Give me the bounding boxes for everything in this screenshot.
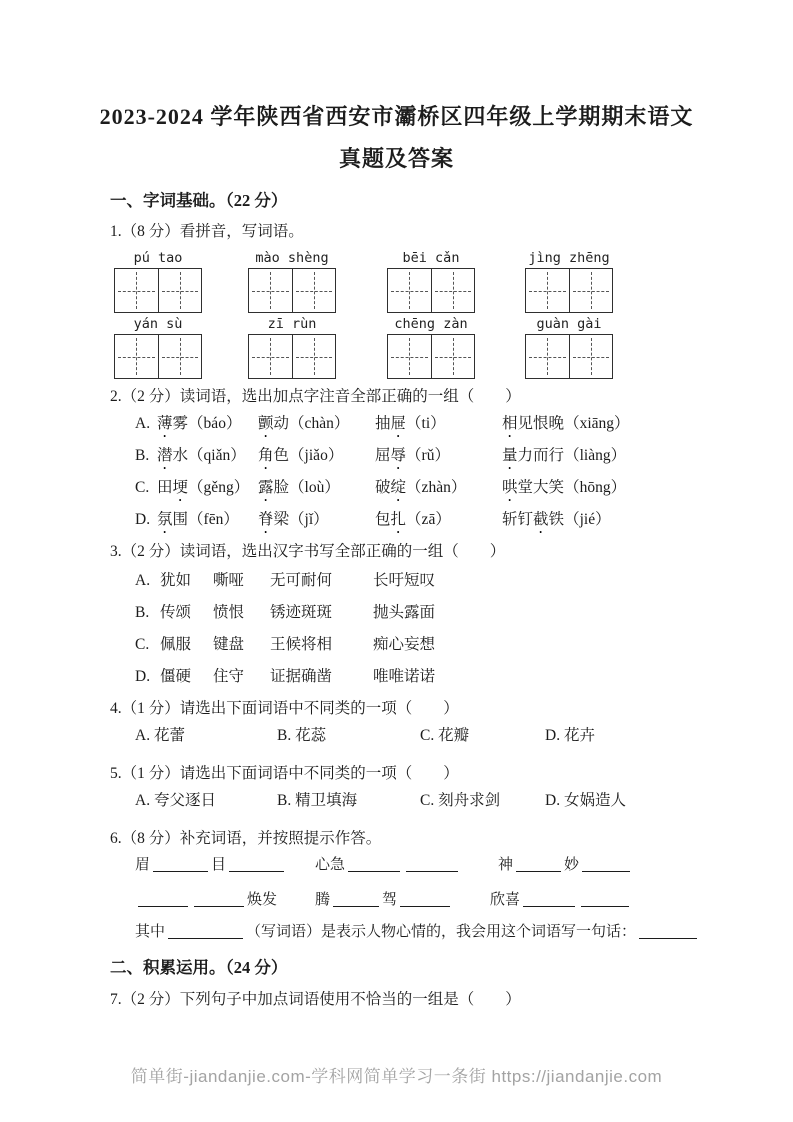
option-row-B [110,599,710,631]
writing-grid-cell [249,335,292,378]
option-label: B. [135,604,150,621]
writing-grid-cell [292,335,336,378]
pinyin-writing-box [248,250,336,313]
answer-blank [639,926,697,939]
option-label: B. [135,447,150,464]
writing-grid-cell [569,269,613,312]
option-word: 僵硬 [160,668,192,685]
answer-blank [138,894,188,907]
pinyin-writing-box [248,316,336,379]
title-line-1: 2023-2024 学年陕西省西安市灞桥区四年级上学期期末语文 [99,104,694,129]
answer-blank [194,894,244,907]
option-item-C [420,790,500,812]
pinyin-writing-box [114,250,202,313]
option-word: 佩服 [160,636,192,653]
q2-stem: 2.（2 分）读词语，选出加点字注音全部正确的一组（ ） [110,388,521,405]
option-word: 住守 [213,668,245,685]
emphasized-char: 绽 [390,479,407,496]
option-label: A. [135,572,151,589]
pinyin-label: pú tao [133,250,183,266]
writing-grid-cell [431,269,475,312]
watermark-footer: 简单街-jiandanjie.com-学科网简单学习一条街 https://jiandanjie.com [130,1067,663,1086]
answer-blank [581,894,629,907]
writing-grid-cell [526,269,569,312]
writing-grid [114,268,202,313]
q5-stem: 5.（1 分）请选出下面词语中不同类的一项（ ） [110,765,459,782]
option-text: 花瓣 [438,727,470,744]
option-row-C [110,474,710,506]
option-item-A [135,725,185,747]
pinyin-writing-box [114,316,202,379]
writing-grid-cell [249,269,292,312]
pinyin-writing-box [387,250,475,313]
option-text: 花卉 [563,727,595,744]
option-text: 夸父逐日 [153,792,216,809]
title-line-2: 真题及答案 [338,146,454,171]
option-word: 唯唯诺诺 [373,668,436,685]
option-label: A. [135,727,151,744]
writing-grid [387,334,475,379]
writing-grid [248,268,336,313]
option-row-A [110,567,710,599]
option-label: D. [135,668,151,685]
option-item-B [277,725,326,747]
writing-grid-cell [388,269,431,312]
option-item: 量力而行（liàng） [502,447,627,464]
emphasized-char: 相 [502,415,518,432]
pinyin-label: mào shèng [255,250,329,266]
answer-blank [333,894,379,907]
fill-in-group: 心急 [315,854,461,876]
option-label: C. [135,636,150,653]
option-item: 露脸（loù） [258,479,340,496]
answer-blank [400,894,450,907]
option-row-D [110,663,710,695]
emphasized-char: 薄 [157,415,173,432]
pinyin-label: chēng zàn [394,316,468,332]
option-item-D [545,790,626,812]
writing-grid [525,334,613,379]
writing-grid-cell [431,335,475,378]
emphasized-char: 埂 [172,479,189,496]
option-item: 破绽（zhàn） [375,479,467,496]
answer-blank [348,859,400,872]
option-item: 田埂（gěng） [157,479,250,496]
q5-options [110,787,710,811]
q4-stem: 4.（1 分）请选出下面词语中不同类的一项（ ） [110,700,459,717]
fill-in-group: 腾 驾 [315,889,453,911]
option-item-C [420,725,469,747]
option-label: D. [545,792,561,809]
answer-blank [582,859,630,872]
emphasized-char: 潜 [157,447,173,464]
pinyin-writing-box [525,250,613,313]
emphasized-char: 截 [533,511,549,528]
fill-in-sentence: 其中 （写词语）是表示人物心情的，我会用这个词语写一句话： [135,921,700,943]
option-row-D [110,506,710,538]
writing-grid-cell [292,269,336,312]
option-text: 精卫填海 [295,792,358,809]
writing-grid [248,334,336,379]
writing-grid [387,268,475,313]
option-row-B [110,442,710,474]
emphasized-char: 颤 [258,415,274,432]
pinyin-label: zī rùn [267,316,317,332]
option-label: A. [135,415,151,432]
option-label: D. [545,727,561,744]
option-text: 女娲造人 [563,792,626,809]
option-item: 颤动（chàn） [258,415,350,432]
option-item: 潜水（qiǎn） [157,447,246,464]
q1-pinyin-row-1 [110,250,690,314]
option-item: 相见恨晚（xiāng） [502,415,630,432]
writing-grid-cell [158,335,202,378]
option-item-A [135,790,216,812]
fill-in-group: 欣喜 [490,889,632,911]
option-item: 包扎（zā） [375,511,451,528]
option-word: 痴心妄想 [373,636,436,653]
pinyin-writing-box [387,316,475,379]
section-2-heading: 二、积累运用。（24 分） [110,958,288,977]
emphasized-char: 脊 [258,511,274,528]
option-word: 愤恨 [213,604,245,621]
option-word: 键盘 [213,636,245,653]
writing-grid-cell [569,335,613,378]
emphasized-char: 露 [258,479,274,496]
emphasized-char: 量 [502,447,518,464]
option-word: 无可耐何 [270,572,333,589]
option-row [110,722,710,746]
q3-options [110,567,710,695]
section-1-heading: 一、字词基础。（22 分） [110,191,288,210]
writing-grid-cell [526,335,569,378]
option-text: 花蕾 [153,727,185,744]
option-word: 证据确凿 [270,668,333,685]
writing-grid [114,334,202,379]
q6-fill-line-2 [110,889,690,915]
option-label: D. [135,511,151,528]
answer-blank [523,894,575,907]
option-text: 花蕊 [295,727,327,744]
answer-blank [516,859,561,872]
pinyin-label: bēi cǎn [402,250,460,266]
option-label: B. [277,727,292,744]
option-item: 哄堂大笑（hōng） [502,479,627,496]
option-label: C. [420,792,435,809]
q1-stem: 1.（8 分）看拼音，写词语。 [110,223,304,240]
emphasized-char: 辱 [390,447,407,464]
option-item: 薄雾（báo） [157,415,242,432]
option-item-B [277,790,357,812]
writing-grid [525,268,613,313]
emphasized-char: 氛 [157,511,173,528]
answer-blank [229,859,284,872]
answer-blank [153,859,208,872]
option-word: 嘶哑 [213,572,245,589]
emphasized-char: 扎 [390,511,407,528]
emphasized-char: 屉 [390,415,407,432]
answer-blank [406,859,458,872]
writing-grid-cell [158,269,202,312]
option-item: 抽屉（ti） [375,415,446,432]
option-word: 抛头露面 [373,604,436,621]
option-item: 斩钉截铁（jié） [502,511,611,528]
answer-blank [168,926,243,939]
option-label: B. [277,792,292,809]
option-text: 刻舟求剑 [438,792,501,809]
q4-options [110,722,710,746]
option-label: A. [135,792,151,809]
q1-pinyin-row-2 [110,316,690,380]
pinyin-label: guàn gài [536,316,602,332]
fill-in-group: 神 妙 [498,854,633,876]
option-item-D [545,725,595,747]
writing-grid-cell [115,269,158,312]
option-label: C. [420,727,435,744]
fill-in-group: 焕发 [135,889,277,911]
fill-in-group: 眉 目 [135,854,287,876]
writing-grid-cell [115,335,158,378]
q7-stem: 7.（2 分）下列句子中加点词语使用不恰当的一组是（ ） [110,991,521,1008]
option-word: 犹如 [160,572,192,589]
option-item: 角色（jiǎo） [258,447,344,464]
writing-grid-cell [388,335,431,378]
option-row-C [110,631,710,663]
option-label: C. [135,479,150,496]
option-word: 王候将相 [270,636,333,653]
emphasized-char: 角 [258,447,274,464]
emphasized-char: 哄 [502,479,518,496]
option-row-A [110,410,710,442]
pinyin-label: jìng zhēng [528,250,610,266]
q3-stem: 3.（2 分）读词语，选出汉字书写全部正确的一组（ ） [110,543,506,560]
option-word: 传颂 [160,604,192,621]
option-word: 长吁短叹 [373,572,436,589]
q2-options [110,410,710,538]
option-item: 屈辱（rǔ） [375,447,450,464]
option-word: 锈迹斑斑 [270,604,333,621]
option-row [110,787,710,811]
pinyin-label: yán sù [133,316,183,332]
q6-fill-line-3 [110,921,690,947]
pinyin-writing-box [525,316,613,379]
option-item: 氛围（fēn） [157,511,239,528]
q6-stem: 6.（8 分）补充词语，并按照提示作答。 [110,830,382,847]
page-title [0,96,793,180]
q6-fill-line-1 [110,854,690,880]
option-item: 脊梁（jǐ） [258,511,329,528]
